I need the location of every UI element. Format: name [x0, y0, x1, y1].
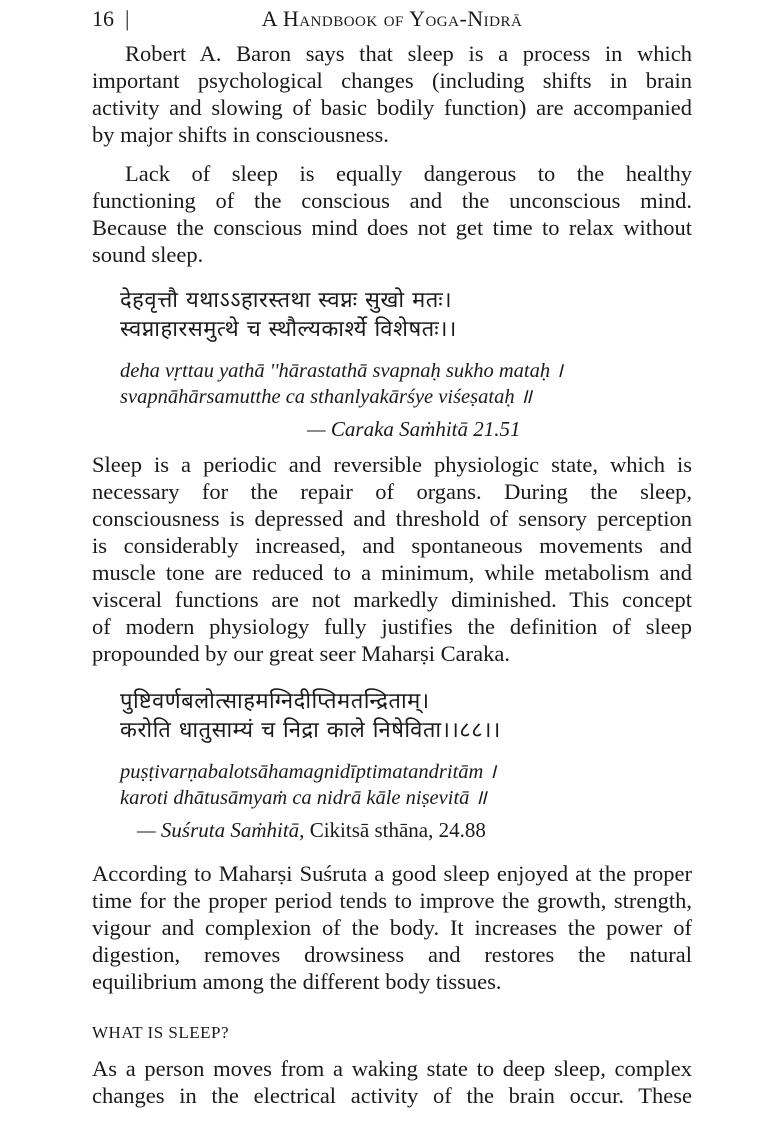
text-line: of modern physiology fully justifies the definition of sleep: [92, 614, 692, 639]
text-line: necessary for the repair of organs. During the sleep,: [92, 479, 692, 504]
section-heading: WHAT IS SLEEP?: [92, 1023, 230, 1042]
translit-line: puṣṭivarṇabalotsāhamagnidīptimatandritām ।: [120, 761, 497, 783]
text-line: sound sleep.: [92, 242, 204, 267]
text-line: equilibrium among the different body tissues.: [92, 969, 502, 994]
text-line: consciousness is depressed and threshold of sensory perception: [92, 506, 692, 531]
paragraph-susruta: [92, 860, 692, 995]
verse-line: करोति धातुसाम्यं च निद्रा काले निषेविता।।८८।।: [120, 718, 501, 743]
text-line: muscle tone are reduced to a minimum, while metabolism and: [92, 560, 692, 585]
verse-line: पुष्टिवर्णबलोत्साहमग्निदीप्तिमतन्द्रिताम्।: [120, 689, 430, 714]
text-line: important psychological changes (including shifts in brain: [92, 68, 692, 93]
page-number: 16 |: [92, 6, 130, 31]
book-page: [92, 0, 692, 1121]
paragraph-baron: [92, 40, 692, 148]
sanskrit-verse-caraka: [92, 286, 692, 344]
citation-susruta: [92, 817, 692, 844]
text-line: According to Maharṣi Suśruta a good sleep enjoyed at the proper: [92, 861, 692, 886]
verse-line: स्वप्नाहारसमुत्थे च स्थौल्यकार्श्ये विशेषतः।।: [120, 317, 457, 342]
text-line: changes in the electrical activity of the brain occur. These: [92, 1083, 692, 1108]
translit-line: svapnāhārsamutthe ca sthanlyakārśye viśeṣataḥ ॥: [120, 386, 532, 408]
text-line: visceral functions are not markedly diminished. This concept: [92, 587, 692, 612]
text-line: is considerably increased, and spontaneous movements and: [92, 533, 692, 558]
paragraph-lack-of-sleep: [92, 160, 692, 268]
paragraph-what-is-sleep: [92, 1055, 692, 1109]
citation-caraka: — Caraka Saṁhitā 21.51: [307, 417, 521, 441]
text-line: Because the conscious mind does not get time to relax without: [92, 215, 692, 240]
verse-line: देहवृत्तौ यथाऽऽहारस्तथा स्वप्नः सुखो मतः।: [120, 288, 453, 313]
paragraph-physiologic-state: [92, 451, 692, 667]
running-title: A Handbook of Yoga-Nidrā: [261, 6, 523, 31]
translit-line: karoti dhātusāmyaṁ ca nidrā kāle niṣevitā ॥: [120, 787, 487, 809]
citation-source: — Suśruta Saṁhitā,: [137, 818, 305, 842]
text-line: Lack of sleep is equally dangerous to the healthy: [125, 161, 692, 186]
text-line: activity and slowing of basic bodily function) are accompanied: [92, 95, 692, 120]
transliteration-susruta: [92, 759, 692, 811]
text-line: As a person moves from a waking state to deep sleep, complex: [92, 1056, 692, 1081]
text-line: digestion, removes drowsiness and restores the natural: [92, 942, 692, 967]
transliteration-caraka: [92, 358, 692, 410]
citation-detail: Cikitsā sthāna, 24.88: [304, 818, 486, 842]
text-line: time for the proper period tends to improve the growth, strength,: [92, 888, 692, 913]
text-line: functioning of the conscious and the unconscious mind.: [92, 188, 692, 213]
text-line: Sleep is a periodic and reversible physiologic state, which is: [92, 452, 692, 477]
text-line: propounded by our great seer Maharṣi Caraka.: [92, 641, 510, 666]
text-line: vigour and complexion of the body. It increases the power of: [92, 915, 692, 940]
running-header: [92, 0, 692, 40]
sanskrit-verse-susruta: [92, 687, 692, 745]
text-line: Robert A. Baron says that sleep is a process in which: [125, 41, 692, 66]
translit-line: deha vṛttau yathā ''hārastathā svapnaḥ sukho mataḥ ।: [120, 360, 564, 382]
text-line: by major shifts in consciousness.: [92, 122, 389, 147]
